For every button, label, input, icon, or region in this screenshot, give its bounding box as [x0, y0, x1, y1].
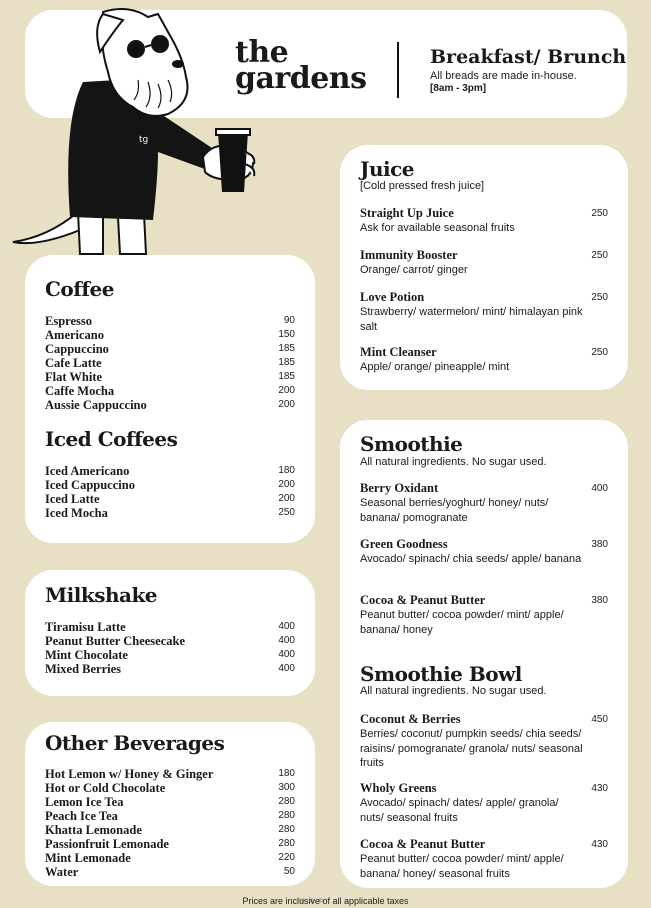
other-beverage-item-name: Hot Lemon w/ Honey & Ginger: [45, 767, 214, 781]
coffee-item-price: 90: [283, 315, 295, 326]
section-title-other-beverages: Other Beverages: [45, 731, 225, 755]
header-divider: [397, 42, 399, 98]
milkshake-item-price: 400: [278, 635, 295, 646]
footer-note: Prices are inclusive of all applicable taxes: [242, 896, 409, 906]
smoothie-bowl-item-name: Coconut & Berries: [360, 712, 461, 726]
juice-item-description: Apple/ orange/ pineapple/ mint: [360, 361, 510, 373]
milkshake-item-name: Peanut Butter Cheesecake: [45, 634, 186, 648]
smoothie-bowl-item-description: Avocado/ spinach/ dates/ apple/ granola/ nuts/ seasonal fruits: [360, 797, 559, 824]
coffee-card: [25, 255, 315, 543]
smoothie-bowl-item-name: Cocoa & Peanut Butter: [360, 837, 486, 851]
milkshake-item-name: Tiramisu Latte: [45, 620, 126, 634]
other-beverages-card: [25, 722, 315, 886]
juice-item-name: Straight Up Juice: [360, 206, 454, 220]
svg-text:tg: tg: [139, 135, 149, 145]
other-beverage-item-price: 180: [278, 768, 295, 779]
smoothie-item-price: 380: [591, 595, 608, 606]
iced-coffee-item-name: Iced Americano: [45, 464, 130, 478]
coffee-item-price: 200: [278, 399, 295, 410]
other-beverage-item-name: Peach Ice Tea: [45, 809, 118, 823]
section-title-smoothie-bowl: Smoothie Bowl: [360, 662, 522, 686]
coffee-item-name: Cafe Latte: [45, 356, 102, 370]
coffee-item-name: Americano: [45, 328, 105, 342]
milkshake-item-price: 400: [278, 621, 295, 632]
iced-coffee-item-price: 200: [278, 493, 295, 504]
other-beverage-item-name: Lemon Ice Tea: [45, 795, 124, 809]
milkshake-item-price: 400: [278, 649, 295, 660]
smoothie-item-price: 380: [591, 539, 608, 550]
milkshake-item-name: Mint Chocolate: [45, 648, 128, 662]
other-beverage-item-price: 280: [278, 824, 295, 835]
juice-subtitle: [Cold pressed fresh juice]: [360, 180, 485, 192]
smoothie-item-description: Peanut butter/ cocoa powder/ mint/ apple/ banana/ honey: [360, 609, 564, 636]
smoothie-bowl-subtitle: All natural ingredients. No sugar used.: [360, 685, 547, 697]
smoothie-item-description: Seasonal berries/yoghurt/ honey/ nuts/ banana/ pomogranate: [360, 497, 549, 524]
brand-line-2: gardens: [235, 61, 367, 96]
juice-item-description: Strawberry/ watermelon/ mint/ himalayan pink salt: [360, 306, 583, 333]
other-beverage-item-name: Water: [45, 865, 79, 879]
coffee-item-price: 150: [278, 329, 295, 340]
other-beverage-item-name: Hot or Cold Chocolate: [45, 781, 166, 795]
iced-coffee-item-name: Iced Cappuccino: [45, 478, 135, 492]
juice-item-name: Mint Cleanser: [360, 345, 437, 359]
smoothie-bowl-item-price: 450: [591, 714, 608, 725]
coffee-item-name: Aussie Cappuccino: [45, 398, 147, 412]
section-title-juice: Juice: [360, 157, 415, 181]
service-hours: [8am - 3pm]: [430, 83, 487, 94]
section-title-iced-coffees: Iced Coffees: [45, 427, 178, 451]
juice-item-description: Orange/ carrot/ ginger: [360, 264, 468, 276]
coffee-item-price: 185: [278, 357, 295, 368]
iced-coffee-item-price: 180: [278, 465, 295, 476]
smoothie-item-description: Avocado/ spinach/ chia seeds/ apple/ banana: [360, 553, 582, 565]
other-beverage-item-name: Mint Lemonade: [45, 851, 131, 865]
milkshake-item-price: 400: [278, 663, 295, 674]
section-title-smoothie: Smoothie: [360, 432, 463, 456]
juice-item-price: 250: [591, 208, 608, 219]
juice-item-description: Ask for available seasonal fruits: [360, 222, 515, 234]
other-beverage-item-price: 50: [283, 866, 295, 877]
other-beverage-item-price: 300: [278, 782, 295, 793]
coffee-item-price: 200: [278, 385, 295, 396]
smoothie-bowl-item-price: 430: [591, 839, 608, 850]
page-title: Breakfast/ Brunch: [430, 46, 627, 68]
smoothie-bowl-item-description: Peanut butter/ cocoa powder/ mint/ apple/ banana/ honey/ seasonal fruits: [360, 853, 564, 880]
juice-item-price: 250: [591, 250, 608, 261]
juice-item-name: Immunity Booster: [360, 248, 458, 262]
iced-coffee-item-price: 250: [278, 507, 295, 518]
smoothie-item-price: 400: [591, 483, 608, 494]
coffee-item-price: 185: [278, 371, 295, 382]
milkshake-card: [25, 570, 315, 696]
smoothie-bowl-item-name: Wholy Greens: [360, 781, 437, 795]
iced-coffee-item-name: Iced Latte: [45, 492, 100, 506]
other-beverage-item-price: 280: [278, 838, 295, 849]
smoothie-card: [340, 420, 628, 888]
smoothie-subtitle: All natural ingredients. No sugar used.: [360, 456, 547, 468]
juice-item-price: 250: [591, 347, 608, 358]
coffee-item-price: 185: [278, 343, 295, 354]
section-title-coffee: Coffee: [45, 277, 114, 301]
other-beverage-item-price: 220: [278, 852, 295, 863]
page-subtitle: All breads are made in-house.: [430, 70, 577, 82]
smoothie-item-name: Cocoa & Peanut Butter: [360, 593, 486, 607]
smoothie-bowl-item-price: 430: [591, 783, 608, 794]
iced-coffee-item-name: Iced Mocha: [45, 506, 108, 520]
coffee-item-name: Espresso: [45, 314, 93, 328]
coffee-item-name: Cappuccino: [45, 342, 109, 356]
brand-line-1: the: [235, 35, 289, 70]
coffee-item-name: Flat White: [45, 370, 103, 384]
section-title-milkshake: Milkshake: [45, 583, 158, 607]
juice-card: [340, 145, 628, 390]
iced-coffee-item-price: 200: [278, 479, 295, 490]
smoothie-item-name: Berry Oxidant: [360, 481, 439, 495]
juice-item-price: 250: [591, 292, 608, 303]
coffee-item-name: Caffe Mocha: [45, 384, 115, 398]
smoothie-bowl-item-description: Berries/ coconut/ pumpkin seeds/ chia seeds/ raisins/ pomogranate/ granola/ nuts/ seasonal fruits: [360, 728, 583, 769]
smoothie-item-name: Green Goodness: [360, 537, 448, 551]
juice-item-name: Love Potion: [360, 290, 425, 304]
other-beverage-item-price: 280: [278, 810, 295, 821]
other-beverage-item-name: Khatta Lemonade: [45, 823, 142, 837]
other-beverage-item-name: Passionfruit Lemonade: [45, 837, 169, 851]
milkshake-item-name: Mixed Berries: [45, 662, 122, 676]
other-beverage-item-price: 280: [278, 796, 295, 807]
dog-mascot-icon: [8, 2, 263, 257]
